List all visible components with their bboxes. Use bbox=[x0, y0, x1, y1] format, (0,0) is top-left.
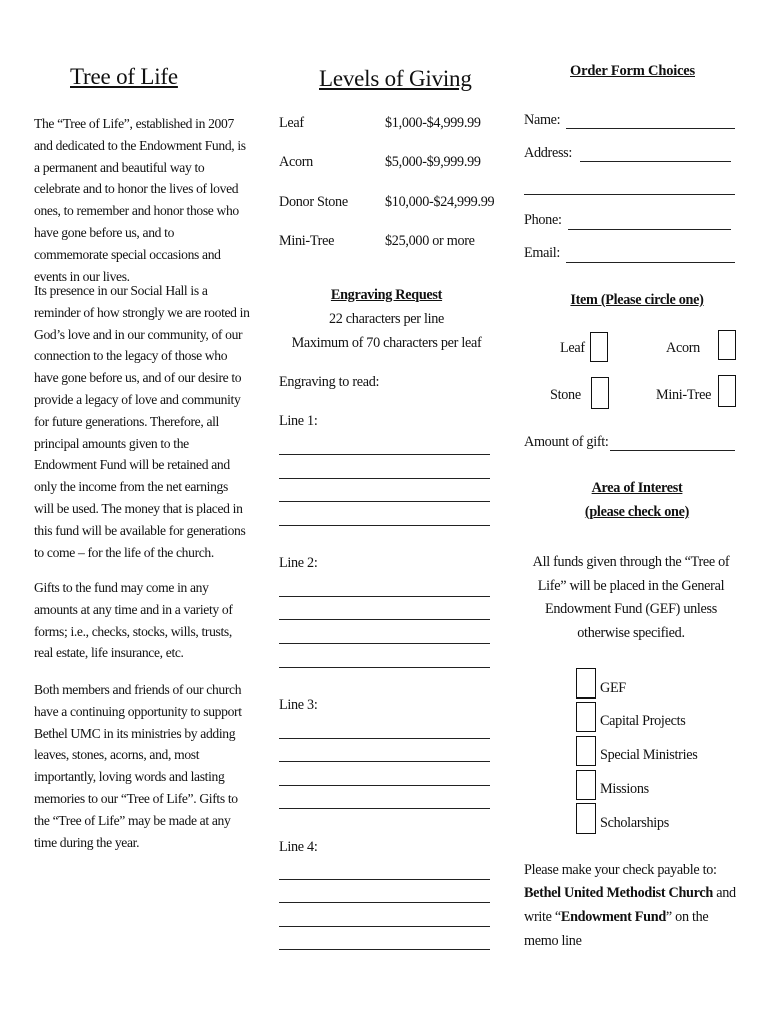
engraving-line-field[interactable] bbox=[279, 949, 490, 950]
area-gef-label: GEF bbox=[600, 680, 626, 696]
paragraph-text: The “Tree of Life”, established in 2007 and dedicated to the Endowment Fund, is a permanent and beautiful way to celebrate and to honor the lives of loved ones, to remember and honor those who have gone before us, and to commemorate special occasions and events in our lives. bbox=[34, 116, 246, 284]
area-special-ministries-label: Special Ministries bbox=[600, 747, 698, 763]
phone-field[interactable] bbox=[568, 229, 731, 230]
paragraph-text: Both members and friends of our church have a continuing opportunity to support Bethel UMC in its ministries by adding leaves, stones, acorns, and, most importantly, loving words and lasting memories to our “Tree of Life”. Gifts to the “Tree of Life” may be made at any time during the year. bbox=[34, 682, 242, 850]
right-column bbox=[524, 0, 740, 1024]
engraving-line-field[interactable] bbox=[279, 525, 490, 526]
level-name: Leaf bbox=[279, 115, 304, 131]
payable-and: and bbox=[712, 885, 736, 901]
church-name: Bethel United Methodist Church bbox=[524, 885, 713, 901]
payable-line-2 bbox=[524, 885, 736, 902]
item-leaf-label: Leaf bbox=[560, 340, 585, 356]
address-field-2[interactable] bbox=[524, 194, 735, 195]
engraving-line-field[interactable] bbox=[279, 619, 490, 620]
email-field[interactable] bbox=[566, 262, 735, 263]
engraving-line-field[interactable] bbox=[279, 454, 490, 455]
address-field[interactable] bbox=[580, 161, 731, 162]
amount-of-gift-field[interactable] bbox=[610, 450, 735, 451]
level-amount: $1,000-$4,999.99 bbox=[385, 115, 481, 131]
line-2-label: Line 2: bbox=[279, 555, 318, 571]
item-acorn-label: Acorn bbox=[666, 340, 700, 356]
payable-line-3 bbox=[524, 909, 708, 926]
area-scholarships-checkbox[interactable] bbox=[576, 803, 596, 834]
engraving-line-field[interactable] bbox=[279, 761, 490, 762]
area-missions-label: Missions bbox=[600, 781, 649, 797]
engraving-request-title: Engraving Request bbox=[330, 287, 443, 303]
area-of-interest-subtitle: (please check one) bbox=[584, 504, 690, 520]
item-stone-checkbox[interactable] bbox=[591, 377, 609, 409]
payable-line-1: Please make your check payable to: bbox=[524, 862, 717, 878]
payable-end: ” on the bbox=[665, 909, 709, 925]
area-capital-projects-label: Capital Projects bbox=[600, 713, 686, 729]
payable-write: write “ bbox=[524, 909, 561, 925]
levels-of-giving-title: Levels of Giving bbox=[319, 66, 472, 91]
item-mini-tree-checkbox[interactable] bbox=[718, 375, 736, 407]
engraving-line-field[interactable] bbox=[279, 596, 490, 597]
phone-label: Phone: bbox=[524, 212, 562, 228]
paragraph-text: Gifts to the fund may come in any amounts at any time and in a variety of forms; i.e., checks, stocks, wills, trusts, real estate, life insurance, etc. bbox=[34, 580, 233, 661]
level-amount: $10,000-$24,999.99 bbox=[385, 194, 495, 210]
name-label: Name: bbox=[524, 112, 561, 128]
engraving-line-field[interactable] bbox=[279, 902, 490, 903]
funds-note: All funds given through the “Tree of Life” will be placed in the General Endowment Fund (GEF) unless otherwise specified. bbox=[532, 554, 730, 642]
level-amount: $5,000-$9,999.99 bbox=[385, 154, 481, 170]
payable-line-4: memo line bbox=[524, 933, 582, 949]
order-form-title: Order Form Choices bbox=[570, 63, 695, 79]
level-name: Mini-Tree bbox=[279, 233, 335, 249]
tree-of-life-title: Tree of Life bbox=[70, 64, 178, 89]
item-mini-tree-label: Mini-Tree bbox=[656, 387, 712, 403]
amount-of-gift-label: Amount of gift: bbox=[524, 434, 609, 450]
level-name: Acorn bbox=[279, 154, 313, 170]
intro-paragraph bbox=[34, 113, 250, 287]
engraving-line-field[interactable] bbox=[279, 926, 490, 927]
members-paragraph bbox=[34, 679, 250, 853]
engraving-line-field[interactable] bbox=[279, 785, 490, 786]
area-of-interest-title: Area of Interest bbox=[591, 480, 683, 496]
endowment-fund-text: Endowment Fund bbox=[560, 909, 666, 925]
area-capital-projects-checkbox[interactable] bbox=[576, 702, 596, 732]
line-3-label: Line 3: bbox=[279, 697, 318, 713]
email-label: Email: bbox=[524, 245, 561, 261]
line-1-label: Line 1: bbox=[279, 413, 318, 429]
item-acorn-checkbox[interactable] bbox=[718, 330, 736, 360]
address-label: Address: bbox=[524, 145, 573, 161]
engraving-line-field[interactable] bbox=[279, 643, 490, 644]
engraving-line-field[interactable] bbox=[279, 808, 490, 809]
level-name: Donor Stone bbox=[279, 194, 348, 210]
characters-per-line: 22 characters per line bbox=[328, 311, 445, 327]
level-amount: $25,000 or more bbox=[385, 233, 475, 249]
name-field[interactable] bbox=[566, 128, 735, 129]
engraving-line-field[interactable] bbox=[279, 667, 490, 668]
gifts-paragraph bbox=[34, 577, 250, 664]
middle-column bbox=[279, 0, 494, 1024]
paragraph-text: Its presence in our Social Hall is a reminder of how strongly we are rooted in God’s love and in our community, of our connection to the legacy of those who have gone before us, and of our desire to provide a legacy of love and community for future generations. Therefore, all principal amounts given to the Endowment Fund will be retained and only the income from the net earnings will be used. The money that is placed in this fund will be available for generations to come – for the life of the church. bbox=[34, 283, 250, 560]
engraving-to-read-label: Engraving to read: bbox=[279, 374, 380, 390]
item-stone-label: Stone bbox=[550, 387, 581, 403]
engraving-line-field[interactable] bbox=[279, 478, 490, 479]
engraving-line-field[interactable] bbox=[279, 738, 490, 739]
area-missions-checkbox[interactable] bbox=[576, 770, 596, 800]
item-title: Item (Please circle one) bbox=[570, 292, 704, 308]
area-scholarships-label: Scholarships bbox=[600, 815, 669, 831]
line-4-label: Line 4: bbox=[279, 839, 318, 855]
social-hall-paragraph bbox=[34, 280, 250, 563]
area-special-ministries-checkbox[interactable] bbox=[576, 736, 596, 766]
engraving-line-field[interactable] bbox=[279, 879, 490, 880]
item-leaf-checkbox[interactable] bbox=[590, 332, 608, 362]
max-characters: Maximum of 70 characters per leaf bbox=[291, 335, 482, 351]
engraving-line-field[interactable] bbox=[279, 501, 490, 502]
left-column bbox=[34, 0, 250, 1024]
area-gef-checkbox[interactable] bbox=[576, 668, 596, 699]
